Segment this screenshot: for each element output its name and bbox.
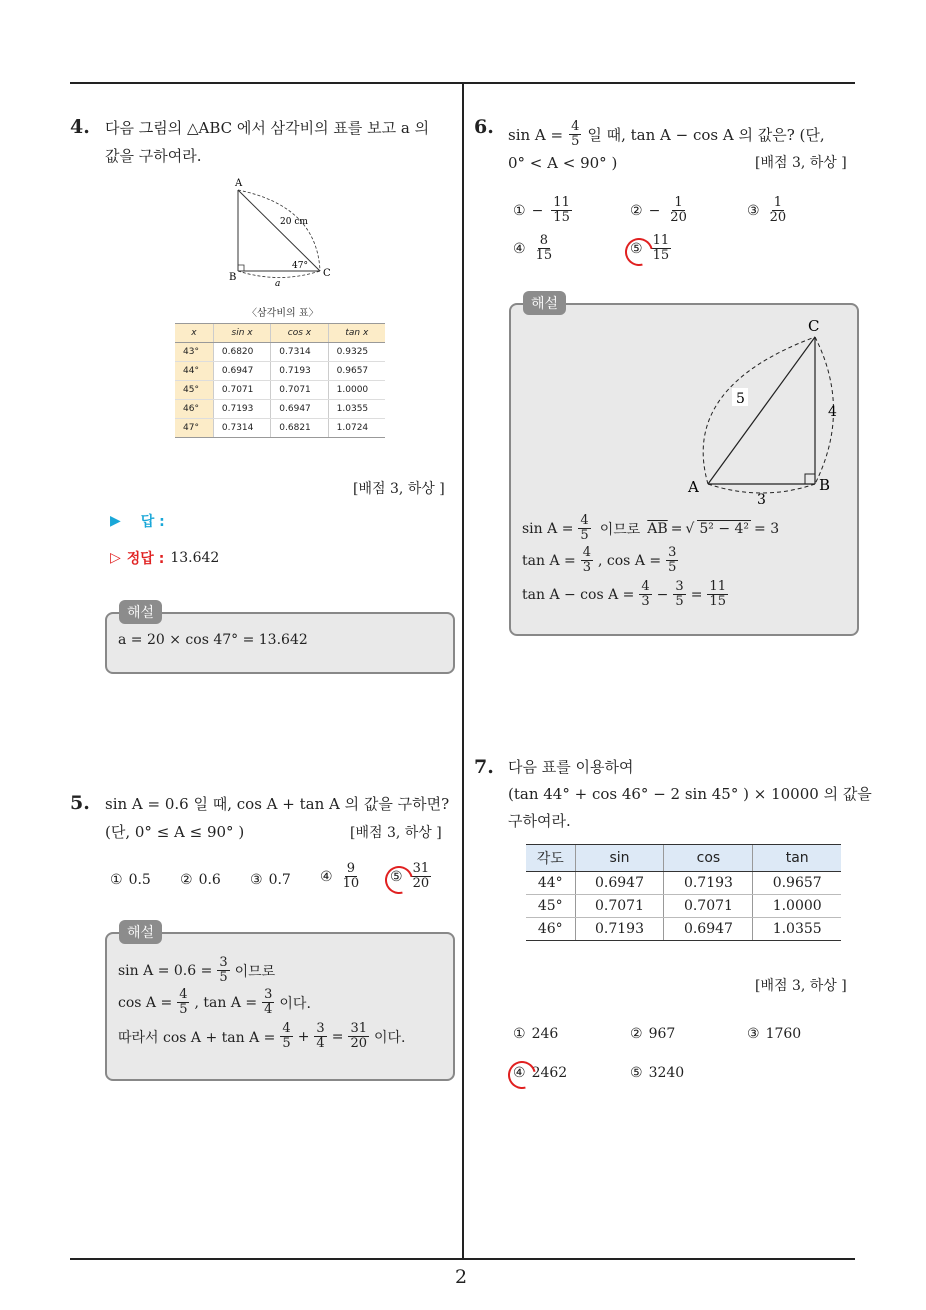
question-5-line2: (단, 0° ≤ A ≤ 90° ) <box>105 823 245 841</box>
q6-frac <box>569 120 581 149</box>
question-4-solution-tag: 해설 <box>119 600 162 624</box>
sqrt-icon: √ <box>685 520 695 537</box>
fig6-vert-label: 4 <box>828 404 837 420</box>
fig4-label-C: C <box>323 268 331 279</box>
table-header: cos x <box>271 324 328 343</box>
fraction <box>768 196 789 225</box>
question-5-solution-line2 <box>118 988 311 1017</box>
sol6-l3-frac3 <box>707 580 728 609</box>
frac-num: 3 <box>264 987 273 1002</box>
sol6-l2-frac1 <box>581 546 593 575</box>
choice-number: ⑤ <box>630 1065 643 1081</box>
table-cell: 1.0724 <box>328 419 385 438</box>
q6-pre: sin A = <box>508 125 564 144</box>
frac-num: 4 <box>179 987 188 1002</box>
table-cell: 0.6820 <box>213 343 270 362</box>
sol6-l1-ab: $\overline{AB}$ <box>647 520 668 537</box>
fraction <box>668 196 689 225</box>
table-cell: 1.0355 <box>328 400 385 419</box>
sol6-l1-eq: = <box>670 520 683 537</box>
choice-number: ② <box>180 872 193 888</box>
choice-number: ④ <box>320 868 333 885</box>
fig4-base-dashed-arc <box>238 271 320 278</box>
q6-choice-4[interactable] <box>513 234 556 263</box>
frac-den: 5 <box>179 1002 188 1017</box>
fig6-hyp-label: 5 <box>736 391 745 407</box>
choice-value: 0.6 <box>198 872 221 888</box>
table-cell: 0.7193 <box>575 918 664 941</box>
fig6-label-C: C <box>808 317 820 335</box>
question-5-score: [배점 3, 하상 ] <box>350 825 442 841</box>
fraction <box>551 196 572 225</box>
frac-den: 5 <box>282 1036 291 1051</box>
choice-value: 2462 <box>531 1065 568 1081</box>
frac-num: 3 <box>668 545 677 560</box>
frac-num: 1 <box>674 195 683 210</box>
sol5-l1-pre: sin A = 0.6 = <box>118 962 213 979</box>
frac-den: 5 <box>571 134 580 149</box>
table-row <box>175 343 385 362</box>
table-cell: 45° <box>526 895 575 918</box>
table-cell: 1.0000 <box>753 895 841 918</box>
question-5-solution-tag: 해설 <box>119 920 162 944</box>
sol6-l1-post: = 3 <box>754 520 780 537</box>
table-cell: 0.6947 <box>664 918 753 941</box>
sol5-l3-frac1 <box>280 1022 292 1051</box>
choice-value: 0.5 <box>128 872 151 888</box>
table-cell: 0.9657 <box>328 362 385 381</box>
q5-choice-4[interactable] <box>320 862 363 891</box>
fig4-a-label: a <box>275 279 281 289</box>
sol5-l3-post: 이다. <box>373 1029 406 1046</box>
question-4-solution-text: a = 20 × cos 47° = 13.642 <box>118 632 308 648</box>
table-row <box>526 918 841 941</box>
sol6-l1-root: 5² − 4² <box>699 521 750 537</box>
sol5-l2-pre: cos A = <box>118 994 173 1011</box>
page-number: 2 <box>455 1266 468 1288</box>
sol5-l3-frac2 <box>314 1022 326 1051</box>
sol5-l2-frac1 <box>177 988 189 1017</box>
frac-den: 3 <box>582 560 592 575</box>
fig4-hyp-label: 20 cm <box>280 217 308 227</box>
choice-number: ① <box>513 1026 526 1042</box>
sol6-l3-minus: − <box>656 586 669 603</box>
question-7-score: [배점 3, 하상 ] <box>755 978 847 994</box>
table-row <box>175 381 385 400</box>
table-header: sin <box>575 845 664 872</box>
table-cell: 1.0000 <box>328 381 385 400</box>
table-cell: 0.6947 <box>271 400 328 419</box>
sol5-l2-frac2 <box>262 988 274 1017</box>
answer-arrow-icon: ▶ <box>110 513 121 529</box>
question-5-line1: sin A = 0.6 일 때, cos A + tan A 의 값을 구하면? <box>105 795 450 813</box>
question-4-line2: 값을 구하여라. <box>105 147 202 165</box>
table-cell: 0.7314 <box>271 343 328 362</box>
table-cell: 0.6947 <box>575 872 664 895</box>
frac-num: 4 <box>282 1021 291 1036</box>
fig6-base-label: 3 <box>757 492 766 508</box>
question-4-text <box>105 114 429 170</box>
frac-num: 31 <box>350 1021 367 1036</box>
frac-num: 4 <box>582 545 592 560</box>
choice-value: 967 <box>648 1026 676 1042</box>
q7-choice-3[interactable] <box>747 1026 801 1042</box>
question-6-solution-line3 <box>522 580 730 609</box>
frac-den: 15 <box>652 248 670 263</box>
question-6-solution-line1 <box>522 514 779 543</box>
table-header: cos <box>664 845 753 872</box>
question-4-answer-row <box>110 511 165 531</box>
q6-choice-1[interactable] <box>513 196 574 225</box>
correct-arrow-icon: ▷ <box>110 550 121 566</box>
frac-den: 15 <box>709 594 726 609</box>
table-cell: 0.9325 <box>328 343 385 362</box>
choice-number: ③ <box>747 202 760 219</box>
question-6-solution-line2 <box>522 546 680 575</box>
q5-choice-3[interactable] <box>250 872 291 888</box>
table-cell: 43° <box>175 343 213 362</box>
table-cell: 0.7314 <box>213 419 270 438</box>
question-4-line1: 다음 그림의 △ABC 에서 삼각비의 표를 보고 a 의 <box>105 119 430 137</box>
q5-choice-1[interactable] <box>110 872 151 888</box>
choice-number: ③ <box>250 872 263 888</box>
table-cell: 0.7071 <box>664 895 753 918</box>
fraction <box>411 862 432 891</box>
sol6-l2-mid: , cos A = <box>598 552 662 569</box>
frac-num: 1 <box>773 195 782 210</box>
question-7-line3: 구하여라. <box>508 812 571 830</box>
q6-post: 일 때, tan A − cos A 의 값은? (단, <box>587 125 825 144</box>
choice-value: 246 <box>531 1026 559 1042</box>
frac-den: 4 <box>264 1002 273 1017</box>
frac-den: 20 <box>350 1036 367 1051</box>
sol6-l1-pre: sin A = <box>522 520 574 537</box>
q5-choice-2[interactable] <box>180 872 221 888</box>
frac-den: 5 <box>219 970 228 985</box>
table-cell: 44° <box>526 872 575 895</box>
frac-num: 4 <box>580 513 589 528</box>
bottom-rule <box>70 1258 855 1260</box>
fraction <box>651 234 672 263</box>
table-header: tan <box>753 845 841 872</box>
frac-num: 8 <box>539 233 548 248</box>
frac-num: 11 <box>652 233 670 248</box>
frac-den: 15 <box>553 210 570 225</box>
q6-choice-2[interactable] <box>630 196 691 225</box>
table-cell: 0.9657 <box>753 872 841 895</box>
table-cell: 0.7193 <box>271 362 328 381</box>
q6-choice-3[interactable] <box>747 196 790 225</box>
correct-value: 13.642 <box>170 550 220 566</box>
table-cell: 45° <box>175 381 213 400</box>
choice-value: 0.7 <box>268 872 291 888</box>
frac-num: 3 <box>219 955 228 970</box>
fig6-label-B: B <box>819 476 831 494</box>
sol5-l3-pre: 따라서 cos A + tan A = <box>118 1029 276 1046</box>
table-cell: 0.7071 <box>213 381 270 400</box>
frac-den: 10 <box>342 876 360 891</box>
table-row <box>526 895 841 918</box>
sol5-l1-frac <box>217 956 229 985</box>
fig6-label-A: A <box>688 478 699 496</box>
frac-num: 11 <box>553 195 570 210</box>
frac-den: 5 <box>580 528 589 543</box>
question-7-number: 7. <box>474 756 494 778</box>
frac-num: 31 <box>412 861 430 876</box>
choice-number: ③ <box>747 1026 760 1042</box>
fig4-label-B: B <box>229 272 237 283</box>
sol6-l1-frac <box>578 514 590 543</box>
question-7-line1: 다음 표를 이용하여 <box>508 758 634 776</box>
question-7-answer-mark <box>503 1056 541 1094</box>
sol5-l1-post: 이므로 <box>234 963 276 980</box>
choice-number: ② <box>630 1026 643 1042</box>
question-6-line1 <box>508 120 825 149</box>
frac-den: 5 <box>675 594 684 609</box>
fig6-side-AC <box>708 337 815 484</box>
q7-choice-1[interactable] <box>513 1026 558 1042</box>
question-6-solution-tag: 해설 <box>523 291 566 315</box>
fraction <box>534 234 555 263</box>
sol5-l3-frac3 <box>348 1022 369 1051</box>
table-cell: 46° <box>526 918 575 941</box>
table-header: sin x <box>213 324 270 343</box>
sol6-l3-pre: tan A − cos A = <box>522 586 635 603</box>
choice-value: 1760 <box>765 1026 802 1042</box>
question-4-correct-row <box>110 548 219 568</box>
sol6-l3-frac2 <box>673 580 685 609</box>
frac-num: 4 <box>571 119 580 134</box>
frac-den: 20 <box>769 210 787 225</box>
choice-number: ④ <box>513 1065 526 1081</box>
question-6-score: [배점 3, 하상 ] <box>755 155 847 171</box>
choice-number: ⑤ <box>630 240 643 257</box>
fig4-angle-label: 47° <box>292 261 308 271</box>
table-row <box>175 419 385 438</box>
q7-choice-2[interactable] <box>630 1026 675 1042</box>
question-7-text <box>508 754 872 835</box>
table-cell: 0.7071 <box>271 381 328 400</box>
sol5-l2-post: 이다. <box>279 995 311 1012</box>
fig6-right-angle-mark <box>805 474 815 484</box>
question-7-table <box>526 844 841 941</box>
fig4-right-angle-mark <box>238 265 244 271</box>
table-cell: 0.7193 <box>213 400 270 419</box>
frac-den: 20 <box>670 210 687 225</box>
frac-den: 15 <box>535 248 553 263</box>
table-cell: 1.0355 <box>753 918 841 941</box>
sol6-l1-mid: 이므로 <box>599 521 641 538</box>
sol5-l3-eq: = <box>331 1028 344 1045</box>
frac-den: 20 <box>412 876 430 891</box>
sol5-l3-plus: + <box>297 1028 310 1045</box>
choice-number: ① <box>110 872 123 888</box>
sol6-l2-pre: tan A = <box>522 552 576 569</box>
frac-num: 11 <box>709 579 726 594</box>
choice-sign: − <box>648 202 661 219</box>
table-cell: 47° <box>175 419 213 438</box>
table-row <box>175 362 385 381</box>
sol5-l2-mid: , tan A = <box>194 994 258 1011</box>
sol6-l3-eq: = <box>690 586 703 603</box>
choice-number: ② <box>630 202 643 219</box>
correct-label: 정답 : <box>126 551 165 567</box>
table-cell: 0.6821 <box>271 419 328 438</box>
table-cell: 46° <box>175 400 213 419</box>
table-row <box>526 872 841 895</box>
question-4-number: 4. <box>70 116 90 138</box>
fig4-label-A: A <box>235 178 243 189</box>
question-4-table-title: 〈삼각비의 표〉 <box>247 308 319 319</box>
frac-num: 9 <box>346 861 355 876</box>
choice-sign: − <box>531 202 544 219</box>
table-header: 각도 <box>526 845 575 872</box>
answer-label: 답 : <box>140 514 165 530</box>
question-6-triangle-figure <box>680 312 850 508</box>
table-header: x <box>175 324 213 343</box>
table-cell: 44° <box>175 362 213 381</box>
frac-den: 3 <box>641 594 650 609</box>
question-4-trig-table <box>175 323 385 438</box>
choice-number: ① <box>513 202 526 219</box>
question-5-solution-line1 <box>118 956 275 985</box>
q7-choice-5[interactable] <box>630 1065 684 1081</box>
question-5-number: 5. <box>70 792 90 814</box>
frac-den: 4 <box>316 1036 325 1051</box>
choice-number: ⑤ <box>390 868 403 885</box>
question-5-solution-line3 <box>118 1022 405 1051</box>
frac-num: 3 <box>675 579 684 594</box>
frac-num: 4 <box>641 579 650 594</box>
question-4-score: [배점 3, 하상 ] <box>353 481 445 497</box>
sol6-l3-frac1 <box>639 580 651 609</box>
frac-den: 5 <box>668 560 677 575</box>
table-cell: 0.6947 <box>213 362 270 381</box>
choice-number: ④ <box>513 240 526 257</box>
table-header: tan x <box>328 324 385 343</box>
question-4-triangle-figure <box>222 176 342 292</box>
table-row <box>175 400 385 419</box>
fraction <box>341 862 362 891</box>
frac-num: 3 <box>316 1021 325 1036</box>
table-cell: 0.7071 <box>575 895 664 918</box>
sol6-l2-frac2 <box>666 546 678 575</box>
question-6-line2: 0° < A < 90° ) <box>508 154 618 172</box>
column-divider <box>462 83 464 1259</box>
question-6-number: 6. <box>474 116 494 138</box>
table-cell: 0.7193 <box>664 872 753 895</box>
choice-value: 3240 <box>648 1065 685 1081</box>
question-7-line2: (tan 44° + cos 46° − 2 sin 45° ) × 10000 의 값을 <box>508 785 872 803</box>
